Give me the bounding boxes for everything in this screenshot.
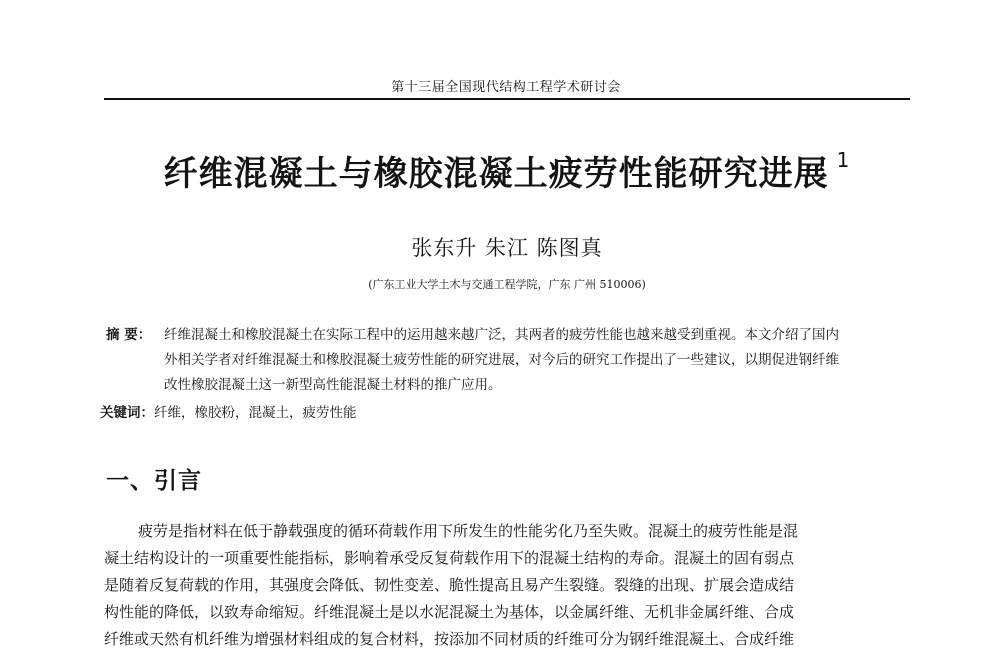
body-line: 构性能的降低，以致寿命缩短。纤维混凝土是以水泥混凝土为基体，以金属纤维、无机非金属纤维、合成 [104,603,795,621]
body-line: 纤维或天然有机纤维为增强材料组成的复合材料，按添加不同材质的纤维可分为钢纤维混凝土、合成纤维 [104,630,795,648]
abstract-label: 摘 要： [106,327,152,343]
running-head: 第十三届全国现代结构工程学术研讨会 [391,80,621,95]
title-footnote-marker: 1 [836,147,851,172]
section-heading: 一、引言 [106,468,202,494]
keywords [100,401,357,421]
body-line: 凝土结构设计的一项重要性能指标，影响着承受反复荷载作用下的混凝土结构的寿命。混凝土的固有弱点 [104,549,795,567]
author-list: 张东升 朱江 陈图真 [411,236,603,260]
body-line: 是随着反复荷载的作用，其强度会降低、韧性变差、脆性提高且易产生裂缝。裂缝的出现、扩展会造成结 [104,576,795,594]
paper-title [104,146,910,195]
abstract [106,323,906,398]
header-rule [104,98,910,100]
abstract-line: 外相关学者对纤维混凝土和橡胶混凝土疲劳性能的研究进展，对今后的研究工作提出了一些建议，以期促进钢纤维 [164,352,839,368]
keywords-label: 关键词： [100,405,154,421]
abstract-line: 改性橡胶混凝土这一新型高性能混凝土材料的推广应用。 [164,377,502,393]
abstract-line: 纤维混凝土和橡胶混凝土在实际工程中的运用越来越广泛，其两者的疲劳性能也越来越受到重视。本文介绍了国内 [164,327,839,343]
section-body [104,518,910,653]
keywords-text: 纤维，橡胶粉，混凝土，疲劳性能 [154,405,357,421]
paper-title-text: 纤维混凝土与橡胶混凝土疲劳性能研究进展 [163,154,829,194]
affiliation: (广东工业大学土木与交通工程学院，广东 广州 510006) [368,278,646,291]
body-line: 疲劳是指材料在低于静载强度的循环荷载作用下所发生的性能劣化乃至失败。混凝土的疲劳性能是混 [138,522,799,540]
